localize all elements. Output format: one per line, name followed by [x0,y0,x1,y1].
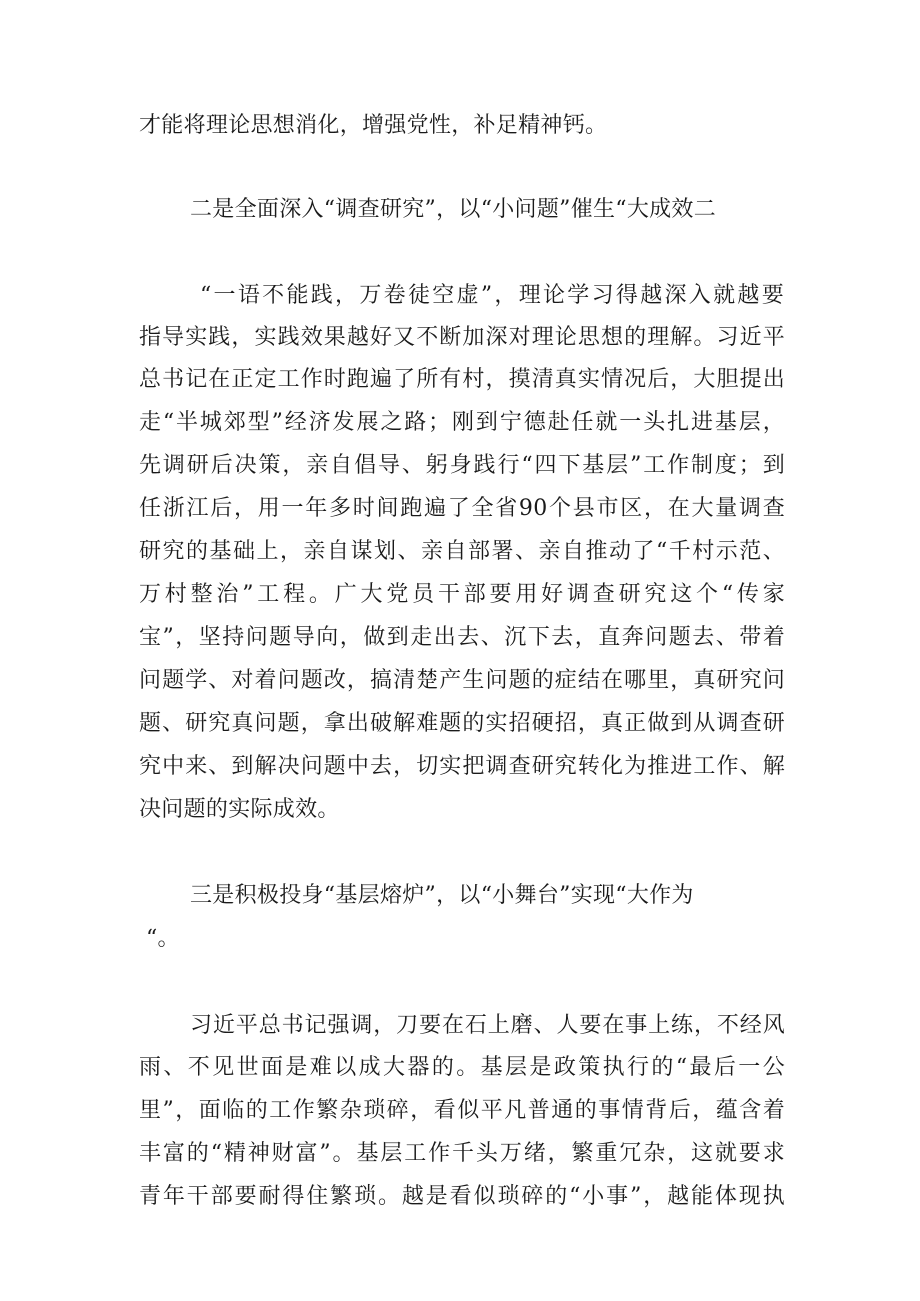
text-line: 习近平总书记强调，刀要在石上磨、人要在事上练，不经风 [190,1013,785,1038]
text-line: 先调研后决策，亲自倡导、躬身践行“四下基层”工作制度；到 [139,453,785,478]
text-line: 万村整治”工程。广大党员干部要用好调查研究这个“传家 [139,582,785,607]
text-line: 任浙江后，用一年多时间跑遍了全省90个县市区，在大量调查 [139,496,785,521]
text-line: 题、研究真问题，拿出破解难题的实招硬招，真正做到从调查研 [139,711,785,736]
text-line: 指导实践，实践效果越好又不断加深对理论思想的理解。习近平 [139,325,785,350]
text-line: “。 [146,926,180,951]
text-line: 究中来、到解决问题中去，切实把调查研究转化为推进工作、解 [139,754,785,779]
text-line: “一语不能践，万卷徒空虚”，理论学习得越深入就越要 [200,283,784,308]
text-line: 才能将理论思想消化，增强党性，补足精神钙。 [139,113,608,138]
text-line: 决问题的实际成效。 [139,797,340,822]
text-line: 里”，面临的工作繁杂琐碎，看似平凡普通的事情背后，蕴含着 [139,1098,785,1123]
section-heading-3: 三是积极投身“基层熔炉”，以“小舞台”实现“大作为 [190,883,694,908]
text-line: 宝”，坚持问题导向，做到走出去、沉下去，直奔问题去、带着 [139,625,785,650]
text-line: 雨、不见世面是难以成大器的。基层是政策执行的“最后一公 [139,1055,785,1080]
text-line: 总书记在正定工作时跑遍了所有村，摸清真实情况后，大胆提出 [139,367,785,392]
section-heading-2: 二是全面深入“调查研究”，以“小问题”催生“大成效二 [190,197,717,222]
text-line: 丰富的“精神财富”。基层工作千头万绪，繁重冗杂，这就要求 [139,1141,785,1166]
text-line: 青年干部要耐得住繁琐。越是看似琐碎的“小事”，越能体现执 [139,1184,785,1209]
text-line: 走“半城郊型”经济发展之路；刚到宁德赴任就一头扎进基层， [139,410,785,435]
text-line: 问题学、对着问题改，搞清楚产生问题的症结在哪里，真研究问 [139,668,785,693]
text-line: 研究的基础上，亲自谋划、亲自部署、亲自推动了“千村示范、 [139,539,785,564]
